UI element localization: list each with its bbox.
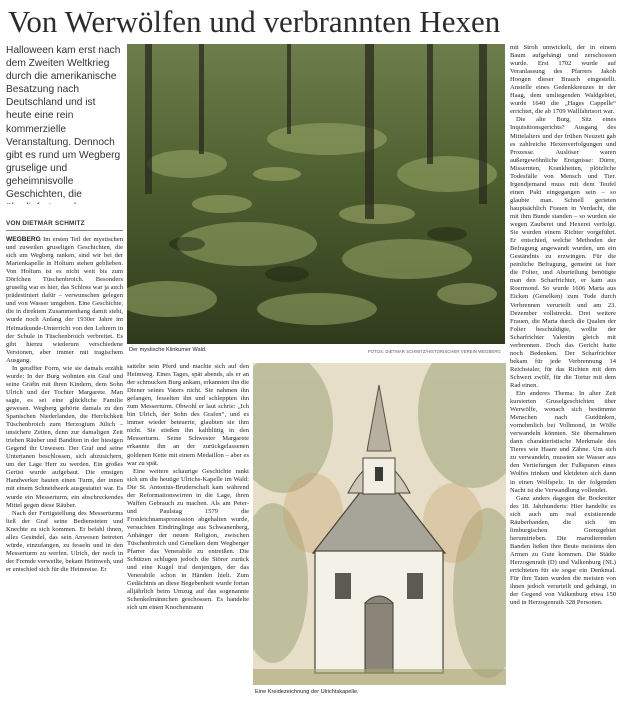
- forest-photo-image: [127, 44, 505, 344]
- chapel-drawing-image: [253, 363, 506, 685]
- paragraph: Nach der Fertigstellung des Messerturms ließ der Graf seine Bediensteten und Knechte zu sich kommen. Er befahl ihnen, alles Gesindel, das sein Anwesen betreten würde, einzufangen, zu fesseln und in den Messerturm zu werfen. Ulrich, der noch in der Fremde verweilte, bekam Heimweh, und er entschied sich für die Heimreise. Er: [6, 509, 123, 573]
- article-column-1: [6, 236, 123, 699]
- paragraph: Die alte Burg, Sitz eines Inquisitionsgerichts? Ausgang des Mittelalters und der frühen Neuzeit gab es zahlreiche Hexenverfolgungen und Prozesse. Auslöser waren außergewöhnliche Ereignisse: Dürre, Missernten, Krankheiten, plötzliche Todesfälle von Mensch und Tier. Irgendjemand muss mit dem Teufel einen Pakt eingegangen sein – so glaubte man. Schnell gerieten hauptsächlich Frauen in Verdacht, die mit ihm Bunde standen – so wurden sie wegen Zauberei und Hexerei verfolgt. Sie wurden einem Richter vorgeführt. Er entschied, welche Methoden der Befragung angewandt wurden, um ein Geständnis zu erzwingen. Für die peinliche Befragung, gemeint ist hier die Folter, und Aburteilung benötigte man den Scharfrichter, er kam aus Roermond. So wurde 1606 Marta aus Eicken (Genelken) zum Tode durch Verbrennen verurteilt und am 23. Dezember vollstreckt. Drei weitere Frauen, die Marta durch die Qualen der Folter beschuldigte, wollte der Scharfrichter Valentin gleich mit verbrennen. Doch das Gericht hatte noch Bedenken. Der Scharfrichter bekam für jede Verbrennung 14 Reichstaler, für das Richten mit dem Schwert zwölf, für die Tortur mit dem Rad einen.: [510, 116, 616, 389]
- article-column-3: [510, 44, 616, 699]
- intro-teaser: Halloween kam erst nach dem Zweiten Weltkrieg durch die amerikanische Besatzung nach Deutschland und ist heute eine rein kommerzielle Veranstaltung. Dennoch gibt es rund um Wegberg gruselige und geheimnisvolle Geschichten, die: [6, 45, 121, 201]
- paragraph: Ganz anders dagegen die Bockreiter des 18. Jahrhunderts: Hier handelte es sich auch um real existierende Räuberbanden, die sich im limburgischen Grenzgebiet herumtrieben. Die marodierenden Banden ließen ihre Beute meistens den Armen zu Gute kommen. Die Städte Herzogenrath (D) und Valkenburg (NL) errichteten für sie sogar ein Denkmal. Für ihre Taten wurden die meisten von ihnen jedoch verurteilt und gehängt, in der Gegend von Valkenburg etwa 150 und in Herzogenrath 328 Personen.: [510, 494, 616, 607]
- paragraph: Eine weitere schaurige Geschichte rankt sich um die heutige Ulrichs-Kapelle im Wald: Die St. Antonius-Bruderschaft kam während der Reformationswirren in die Lage, ihren Waffen Gebrauch zu machen. Als am Peter- und Paulstag 1579 die Fronleichnamsprozession abgehalten wurde, versuchten Eindringlinge aus Schwanenberg, Anhänger der neuen Religion, zwischen Tüschenbroich und Genelken dem Wegberger Pfarrer das Venerabile zu entreißen. Die Schützen schlugen jedoch die Störer zurück und eine Kugel traf denjenigen, der das Venerabile schon in Händen hielt. Zum Gedächtnis an diese Begebenheit wurde fortan alljährlich beim Umzug auf das sogenannte Schenkelmännchen geschossen. Es handelte sich um einen Knochenmann: [127, 467, 249, 612]
- paragraph: [6, 236, 123, 365]
- paragraph: mit Stroh umwickelt, der in einem Baum aufgehängt und zerschossen wurde. Erst 1702 wurde auf Veranlassung des Pfarrers Jakob Hoogen dieser Brauch eingestellt. Anstelle eines Gedenkkreuzes in der Haag, dem umliegenden Waldgebiet, wurde 1640 die „Hages Cappelle“ errichtet, die ab 1709 Wallfahrtsort war.: [510, 44, 616, 116]
- drawing-caption: Eine Kreidezeichnung der Ulrichtskapelle.: [255, 689, 359, 695]
- chapel-drawing: [253, 363, 506, 685]
- headline: Von Werwölfen und verbrannten Hexen: [8, 4, 501, 39]
- article-column-2: [127, 363, 249, 699]
- photo-caption: Der mystische Klinkumer Wald.: [129, 347, 207, 353]
- byline: VON DIETMAR SCHMITZ: [6, 220, 123, 231]
- paragraph: sattelte sein Pferd und machte sich auf den Heimweg. Eines Tages, spät abends, als er an der schmucken Burg ankam, erkannten ihn die Diener seines Vaters nicht. Sie nahmen ihn gefangen, fesselten ihn und schleppten ihn zum Messerturm. Obwohl er laut schrie: „Ich bin Ulrich, der Sohn des Grafen“, und es immer wieder beteuerte, glaubten sie ihm nicht. Sie stießen ihn kaltblütig in den Messerturm. Seine Schwester Margarete erkannte ihn an der zurückgelassenen goldenen Kette mit einem Medaillon – aber es war zu spät.: [127, 363, 249, 467]
- paragraph: In geraffter Form, wie sie damals erzählt wurde: In der Burg wohnten ein Graf und seine Gräfin mit ihren Kindern, dem Sohn Ulrich und der Tochter Margarete. Man sagte, es sei eine glückliche Familie gewesen. Wegberg gehörte damals zu den Spanischen Niederlanden, die Herrlichkeit Tüschenbroich zum Herzogtum Jülich – unsichere Zeiten, denn zur damaligen Zeit trieben Räuber und Banditen in der hiesigen Gegend ihr Unwesen. Der Graf und seine Untertanen beschlossen, sich abzusichern, um der Lage Herr zu werden. Ein großes Gerüst wurde aufgebaut. Die emsigen Handwerker bauten einen Turm, der innen mit einem Schneidwerk ausgestattet war. Es wurde ein Messerturm, ein abschreckendes Mittel gegen diese Räuber.: [6, 364, 123, 509]
- forest-photo: [127, 44, 505, 344]
- photo-credit: FOTOS: DIETMAR SCHMITZ/HISTORISCHER VEREIN WEGBERG: [368, 349, 501, 354]
- dateline: WEGBERG: [6, 236, 41, 243]
- paragraph-text: Im ersten Teil der mystischen und zuweilen gruseligen Geschichten, die sich um Wegberg ranken, sind wir bei der Marienkapelle in Holtum stehen geblieben. Von Holtum ist es nicht weit bis zum Dörfchen Tüschenbroich. Besonders gruselig war es hier, das Schloss war ja auch prädestiniert dafür – verwunschen gelegen und von Wasser umgeben. Eine Geschichte, die in direktem Zusammenhang damit steht, wurde noch Anfang der 1930er Jahre im Heimatkunde-Unterricht von den Lehrern in der Schule in Tüschenbroich verbreitet. Es gibt hierzu wiederum verschiedene Versionen, aber immer mit tragischem Ausgang.: [6, 236, 123, 364]
- paragraph: Ein anderes Thema: In alter Zeit kursierten Gruselgeschichten über Werwölfe, wonach sich bestimmte Menschen nach Gutdünken, vornehmlich bei Vollmond, in Wölfe verwandeln könnten. Sie übernahmen dann charakteristische Merkmale des Tieres wie Haare und Zähne. Um sich zu verwandeln, mussten sie Wasser aus den Vertiefungen der Fußspuren eines Wolfes trinken und kleideten sich dann in einen Wolfspelz. In der folgenden Nacht ist die Verwandlung vollendet.: [510, 390, 616, 494]
